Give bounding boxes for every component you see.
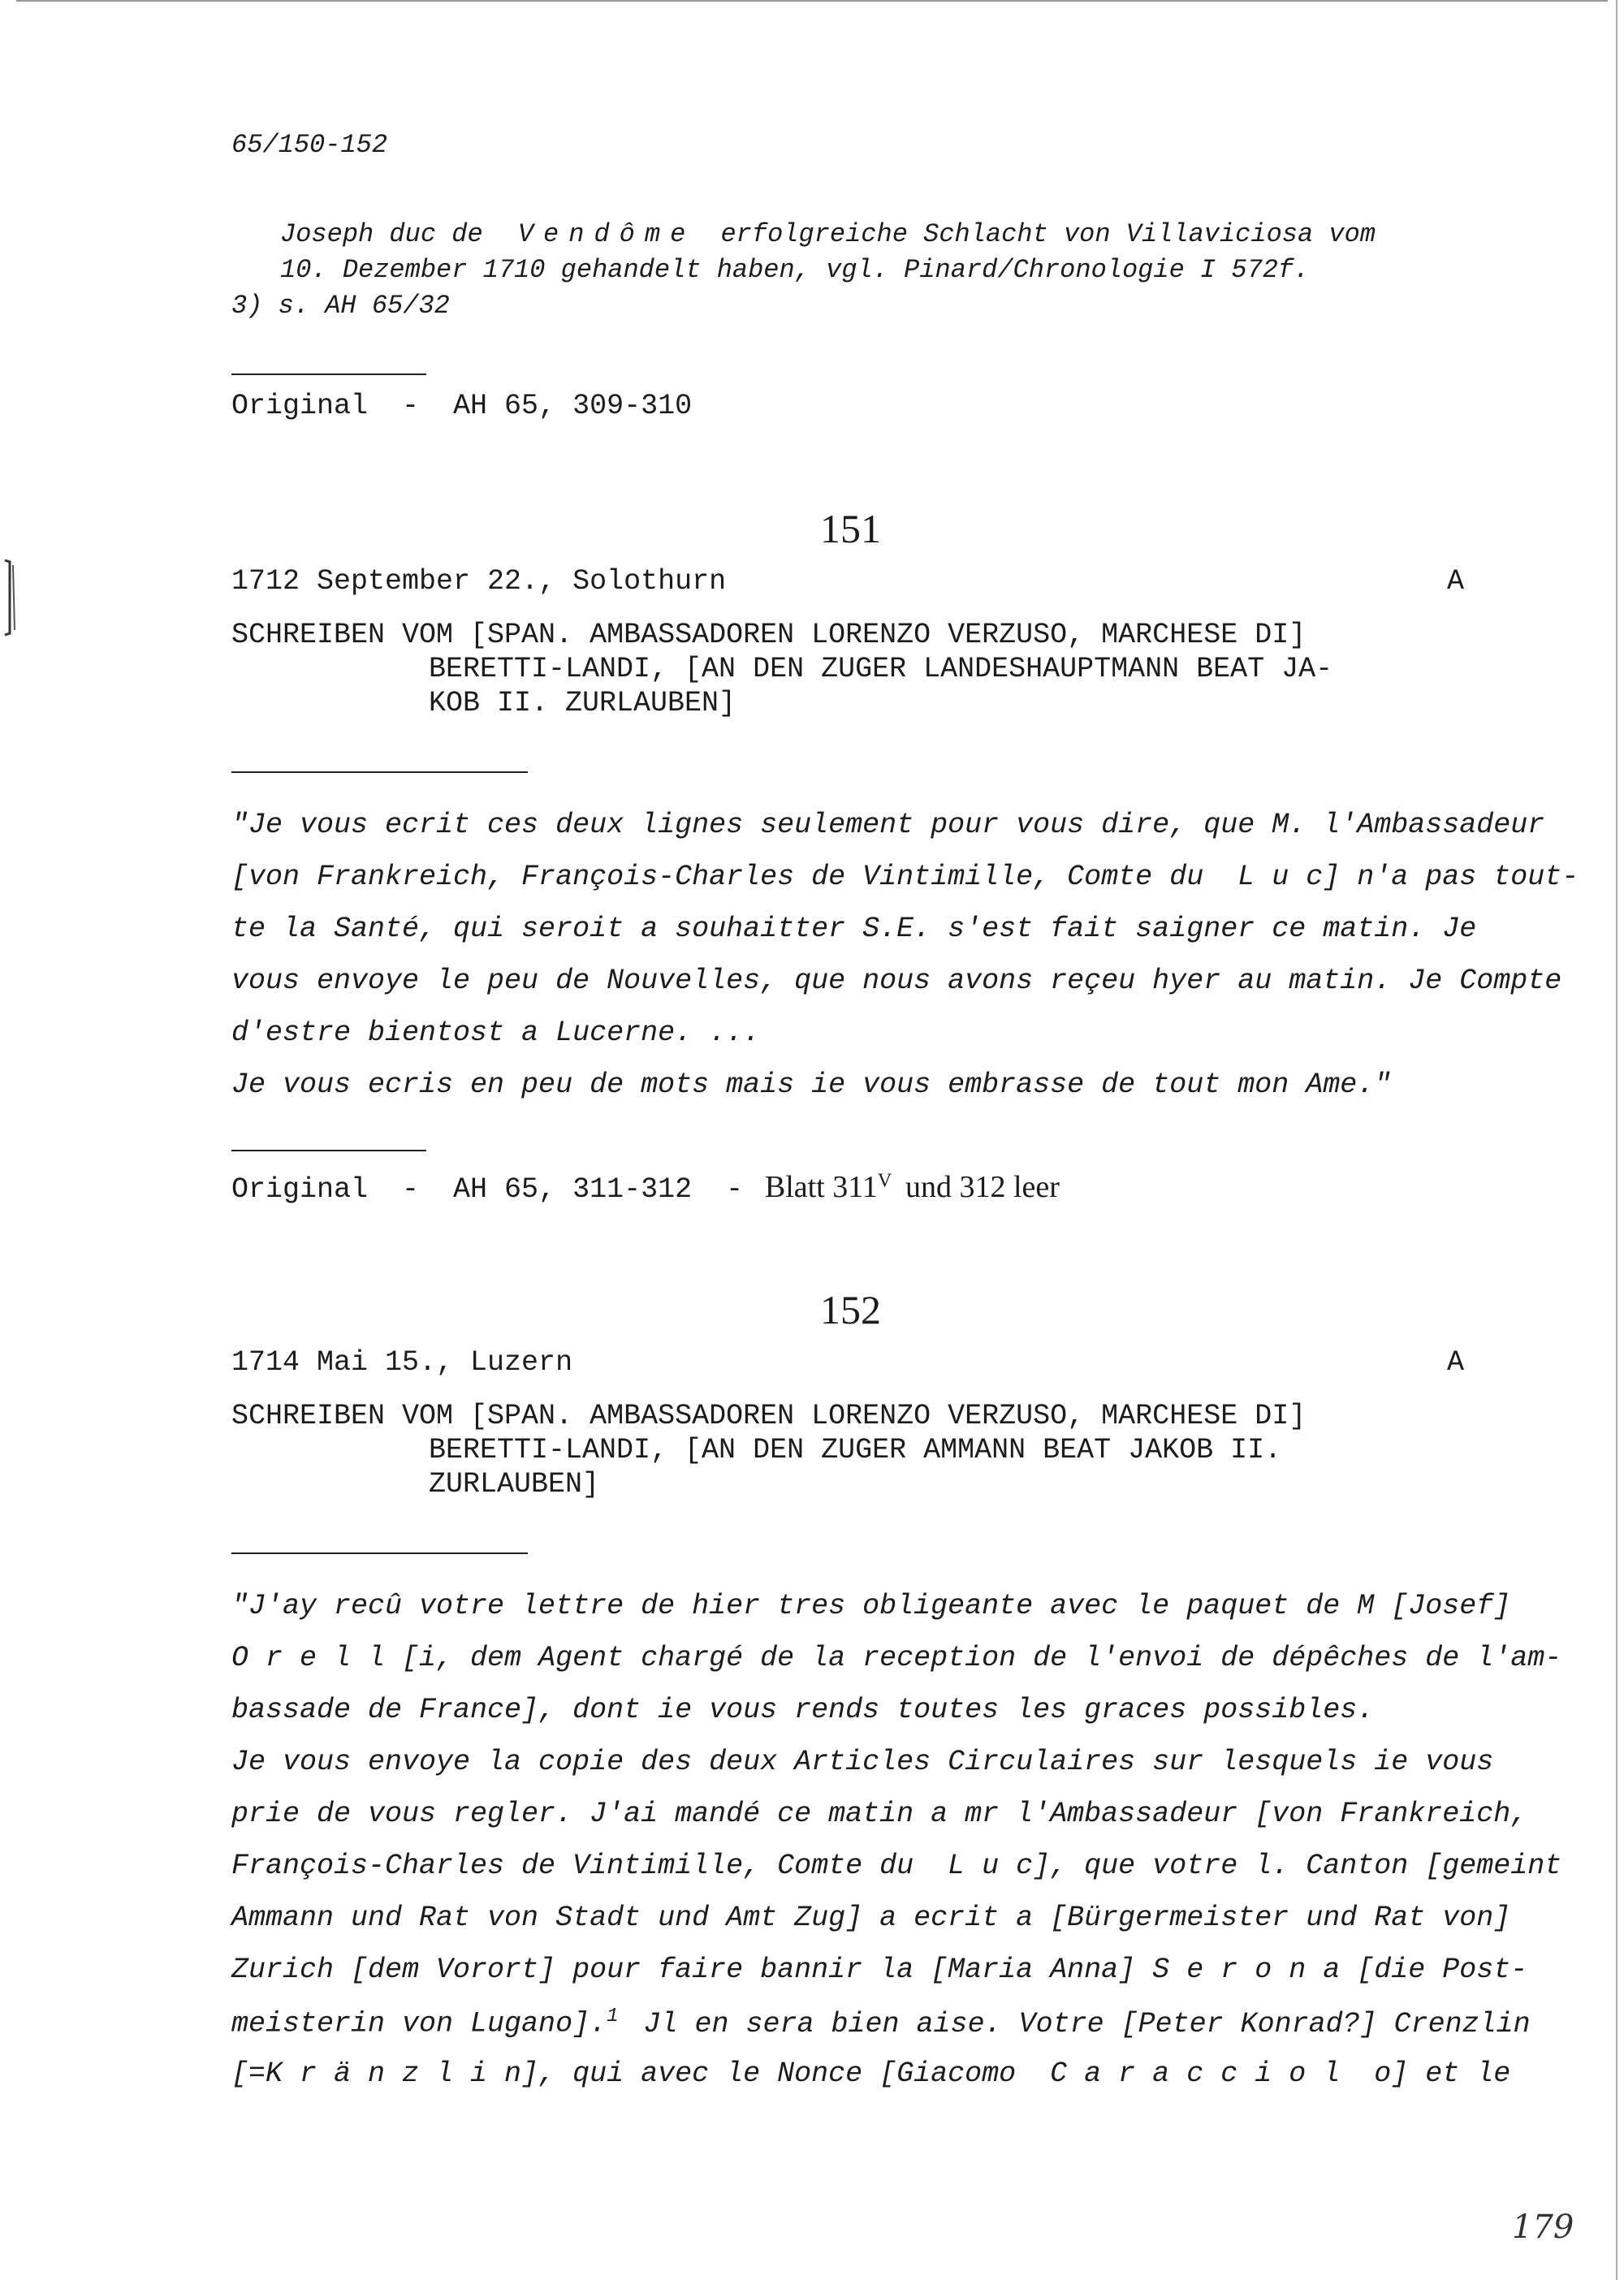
doc152-text-line-2: O r e l l [i, dem Agent chargé de la reception de l'envoi de dépêches de l'am- — [231, 1642, 1562, 1674]
doc152-text-line-1: "J'ay recû votre lettre de hier tres obligeante avec le paquet de M [Josef] — [231, 1590, 1511, 1622]
doc151-original — [231, 1169, 1060, 1206]
doc152-number: 152 — [820, 1287, 881, 1332]
footnote-line-3: 3) s. AH 65/32 — [231, 291, 450, 321]
doc152-text-line-6: François-Charles de Vintimille, Comte du L u c], que votre l. Canton [gemeint — [231, 1850, 1562, 1882]
page-reference: 65/150-152 — [231, 130, 388, 160]
rule-1 — [231, 374, 426, 375]
footnote-line-1-start: Joseph duc de — [280, 219, 483, 249]
footnote-line-2: 10. Dezember 1710 gehandelt haben, vgl. Pinard/Chronologie I 572f. — [280, 255, 1310, 285]
doc151-text-line-2: [von Frankreich, François-Charles de Vintimille, Comte du L u c] n'a pas tout- — [231, 861, 1579, 893]
original-150: Original - AH 65, 309-310 — [231, 390, 693, 422]
doc152-text-line-3: bassade de France], dont ie vous rends toutes les graces possibles. — [231, 1694, 1375, 1726]
footnote-line-1 — [280, 219, 1376, 249]
doc152-title-line-2: BERETTI-LANDI, [AN DEN ZUGER AMMANN BEAT JAKOB II. — [429, 1434, 1282, 1466]
doc151-text-line-4: vous envoye le peu de Nouvelles, que nous avons reçeu hyer au matin. Je Compte — [231, 965, 1562, 997]
doc152-date-place: 1714 Mai 15., Luzern — [231, 1346, 573, 1379]
doc151-title-line-2: BERETTI-LANDI, [AN DEN ZUGER LANDESHAUPTMANN BEAT JA- — [429, 653, 1333, 685]
doc151-text-line-6: Je vous ecris en peu de mots mais ie vous embrasse de tout mon Ame." — [231, 1069, 1392, 1101]
doc152-letter: A — [1447, 1346, 1465, 1379]
doc152-text-line-9 — [231, 2006, 1531, 2040]
doc151-number: 151 — [820, 506, 881, 551]
footnote-line-1-rest: erfolgreiche Schlacht von Villaviciosa vom — [720, 219, 1376, 249]
rule-3 — [231, 1150, 426, 1151]
doc152-line9-rest: Jl en sera bien aise. Votre [Peter Konrad?] Crenzlin — [643, 2007, 1531, 2040]
footnote-marker-1: 1 — [607, 2006, 619, 2027]
doc151-blatt: Blatt 311 — [764, 1170, 878, 1204]
doc151-letter: A — [1447, 565, 1465, 598]
doc151-blatt-sup: V — [877, 1170, 892, 1192]
doc152-text-line-4: Je vous envoye la copie des deux Articles Circulaires sur lesquels ie vous — [231, 1746, 1494, 1778]
rule-4 — [231, 1552, 528, 1554]
footnote-spaced-name: Vendôme — [517, 219, 696, 249]
doc152-title-line-3: ZURLAUBEN] — [429, 1468, 600, 1501]
scan-right-edge — [1616, 0, 1618, 2280]
doc151-date-place: 1712 September 22., Solothurn — [231, 565, 727, 598]
doc151-text-line-1: "Je vous ecrit ces deux lignes seulement pour vous dire, que M. l'Ambassadeur — [231, 809, 1545, 841]
margin-bracket-mark — [2, 557, 23, 638]
doc152-title-line-1: SCHREIBEN VOM [SPAN. AMBASSADOREN LORENZO VERZUSO, MARCHESE DI] — [231, 1400, 1307, 1432]
doc151-blatt-rest: und 312 leer — [905, 1170, 1060, 1204]
doc152-text-line-10-text: [=K r ä n z l i n], qui avec le Nonce [Giacomo C a r a c c i o l o] et le — [231, 2058, 1511, 2090]
doc152-text-line-7: Ammann und Rat von Stadt und Amt Zug] a ecrit a [Bürgermeister und Rat von] — [231, 1902, 1511, 1934]
doc151-title-line-3: KOB II. ZURLAUBEN] — [429, 687, 736, 719]
scan-top-edge — [16, 0, 1608, 2]
doc151-text-line-3: te la Santé, qui seroit a souhaitter S.E. s'est fait saigner ce matin. Je — [231, 913, 1477, 945]
handwritten-page-number: 179 — [1512, 2209, 1574, 2246]
doc152-line9-start: meisterin von Lugano]. — [231, 2007, 607, 2040]
doc152-text-line-5: prie de vous regler. J'ai mandé ce matin a mr l'Ambassadeur [von Frankreich, — [231, 1798, 1528, 1830]
doc151-title-line-1: SCHREIBEN VOM [SPAN. AMBASSADOREN LORENZO VERZUSO, MARCHESE DI] — [231, 619, 1307, 651]
doc151-original-prefix: Original - AH 65, 311-312 - — [231, 1173, 744, 1206]
doc151-text-line-5: d'estre bientost a Lucerne. ... — [231, 1017, 761, 1049]
rule-2 — [231, 771, 528, 773]
doc152-text-line-8: Zurich [dem Vorort] pour faire bannir la [Maria Anna] S e r o n a [die Post- — [231, 1954, 1528, 1986]
